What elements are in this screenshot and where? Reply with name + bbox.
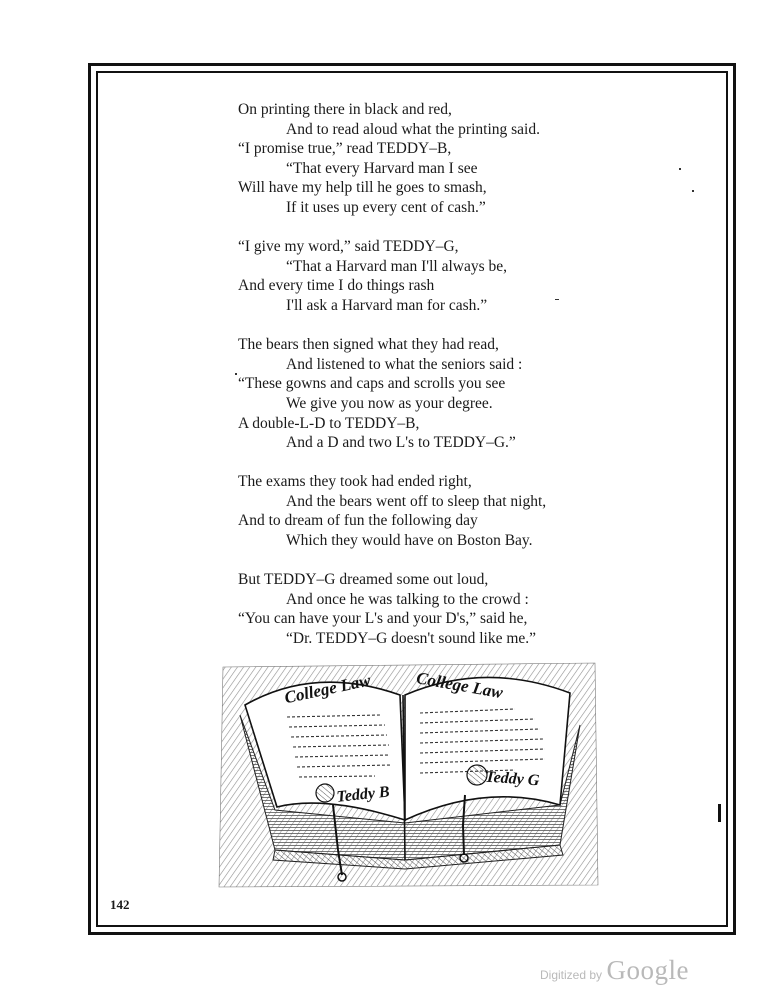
right-signature: Teddy G	[484, 768, 540, 790]
poem-line: And to dream of fun the following day	[238, 512, 478, 530]
poem-line: And listened to what the seniors said :	[286, 355, 523, 373]
digitized-by-watermark	[540, 955, 689, 986]
page-number: 142	[110, 897, 130, 912]
open-book-illustration	[215, 655, 600, 895]
poem-line: “I promise true,” read TEDDY–B,	[238, 140, 452, 158]
speck	[555, 299, 559, 300]
stanza	[238, 237, 658, 315]
poem-line: The bears then signed what they had read,	[238, 336, 499, 354]
poem-line: A double-L-D to TEDDY–B,	[238, 414, 420, 432]
poem-line: And to read aloud what the printing said.	[286, 120, 540, 138]
edge-mark	[718, 804, 721, 822]
poem-line: And a D and two L's to TEDDY–G.”	[286, 434, 516, 452]
left-page-heading: College Law	[282, 670, 373, 708]
right-page-heading: College Law	[414, 668, 505, 703]
poem-line: And the bears went off to sleep that night,	[286, 492, 547, 510]
poem-line: “Dr. TEDDY–G doesn't sound like me.”	[286, 630, 537, 648]
right-seal	[467, 765, 487, 785]
stanza	[238, 570, 658, 648]
left-signature: Teddy B	[335, 783, 391, 806]
poem-line: Will have my help till he goes to smash,	[238, 179, 487, 197]
stanza	[238, 472, 658, 550]
poem-line: And once he was talking to the crowd :	[286, 590, 529, 608]
speck	[692, 190, 694, 192]
poem-line: The exams they took had ended right,	[238, 473, 472, 491]
poem-line: On printing there in black and red,	[238, 101, 452, 118]
poem-line: If it uses up every cent of cash.”	[286, 198, 486, 216]
poem-line: Which they would have on Boston Bay.	[286, 532, 533, 550]
stanza	[238, 100, 658, 218]
poem-line: “I give my word,” said TEDDY–G,	[238, 238, 459, 256]
poem-line: “You can have your L's and your D's,” said he,	[238, 610, 528, 628]
poem-text	[238, 100, 658, 668]
stanza	[238, 335, 658, 453]
poem-line: “That a Harvard man I'll always be,	[286, 257, 507, 275]
poem-line: “That every Harvard man I see	[286, 159, 478, 177]
poem-line: And every time I do things rash	[238, 277, 435, 295]
speck	[235, 373, 237, 375]
poem-line: I'll ask a Harvard man for cash.”	[286, 296, 488, 314]
left-seal	[316, 784, 334, 802]
poem-line: We give you now as your degree.	[286, 394, 493, 412]
speck	[679, 168, 681, 170]
poem-line: But TEDDY–G dreamed some out loud,	[238, 571, 489, 589]
watermark-brand: Google	[606, 955, 689, 985]
watermark-prefix: Digitized by	[540, 968, 603, 982]
poem-line: “These gowns and caps and scrolls you see	[238, 375, 506, 393]
